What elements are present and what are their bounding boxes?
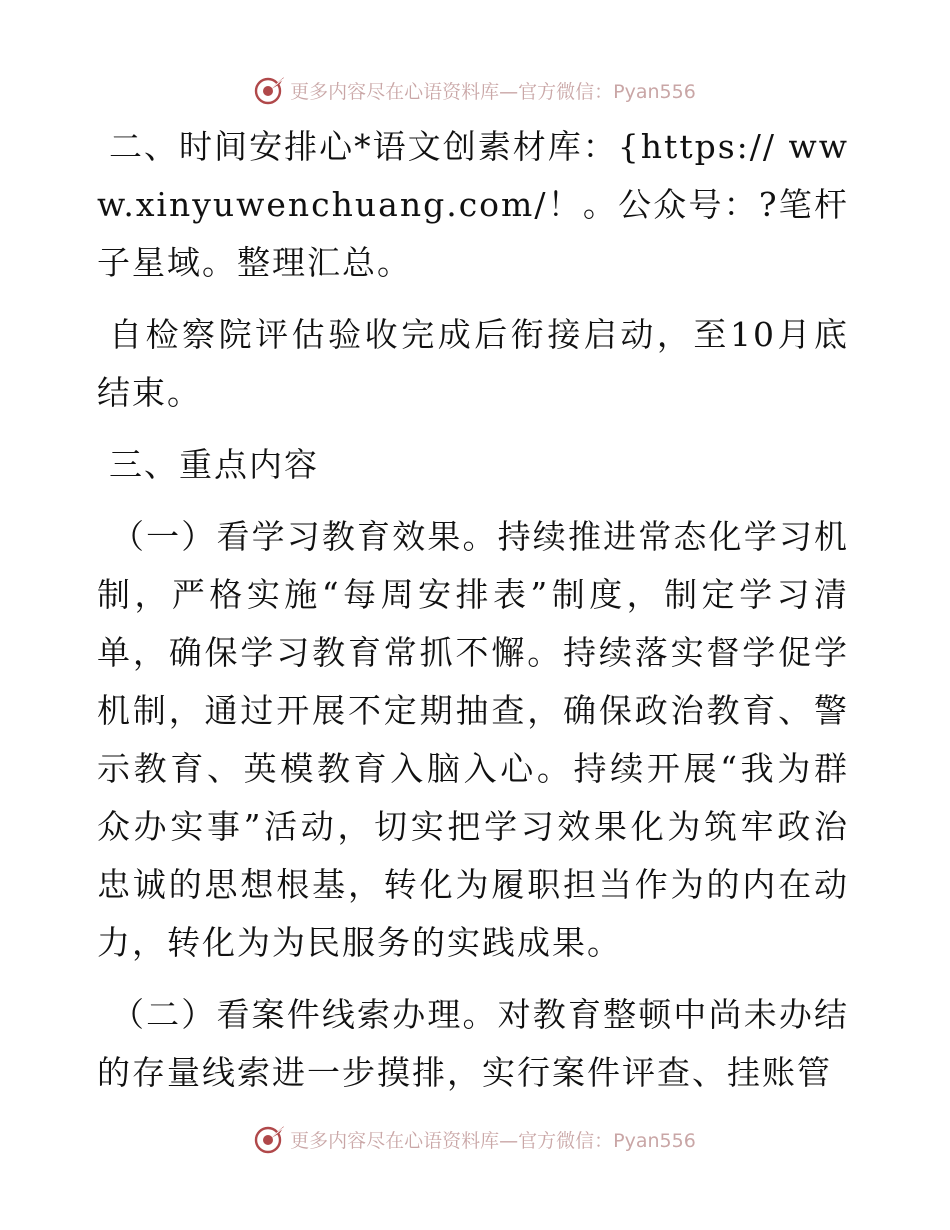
quill-logo-icon bbox=[254, 74, 286, 106]
quill-logo-icon bbox=[254, 1123, 286, 1155]
paragraph-learning-effect: （一）看学习教育效果。持续推进常态化学习机制，严格实施“每周安排表”制度，制定学习清单，确保学习教育常抓不懈。持续落实督学促学机制，通过开展不定期抽查，确保政治教育、警示教育、英模教育入脑入心。持续开展“我为群众办实事”活动，切实把学习效果化为筑牢政治忠诚的思想根基，转化为履职担当作为的内在动力，转化为为民服务的实践成果。 bbox=[97, 517, 849, 962]
header-watermark bbox=[0, 70, 950, 110]
watermark-text: 更多内容尽在心语资料库—官方微信：Pyan556 bbox=[290, 80, 696, 103]
paragraph-key-content-heading: 三、重点内容 bbox=[109, 445, 319, 484]
paragraph-schedule-heading: 二、时间安排心*语文创素材库：{https:// www.xinyuwenchuang.com/！。公众号：?笔杆子星域。整理汇总。 bbox=[97, 127, 849, 282]
paragraph-case-clues: （二）看案件线索办理。对教育整顿中尚未办结的存量线索进一步摸排，实行案件评查、挂账管 bbox=[97, 995, 849, 1092]
footer-watermark bbox=[0, 1119, 950, 1159]
document-body bbox=[97, 118, 849, 1116]
watermark-text: 更多内容尽在心语资料库—官方微信：Pyan556 bbox=[290, 1129, 696, 1152]
paragraph-schedule-detail: 自检察院评估验收完成后衔接启动，至10月底结束。 bbox=[97, 315, 849, 412]
